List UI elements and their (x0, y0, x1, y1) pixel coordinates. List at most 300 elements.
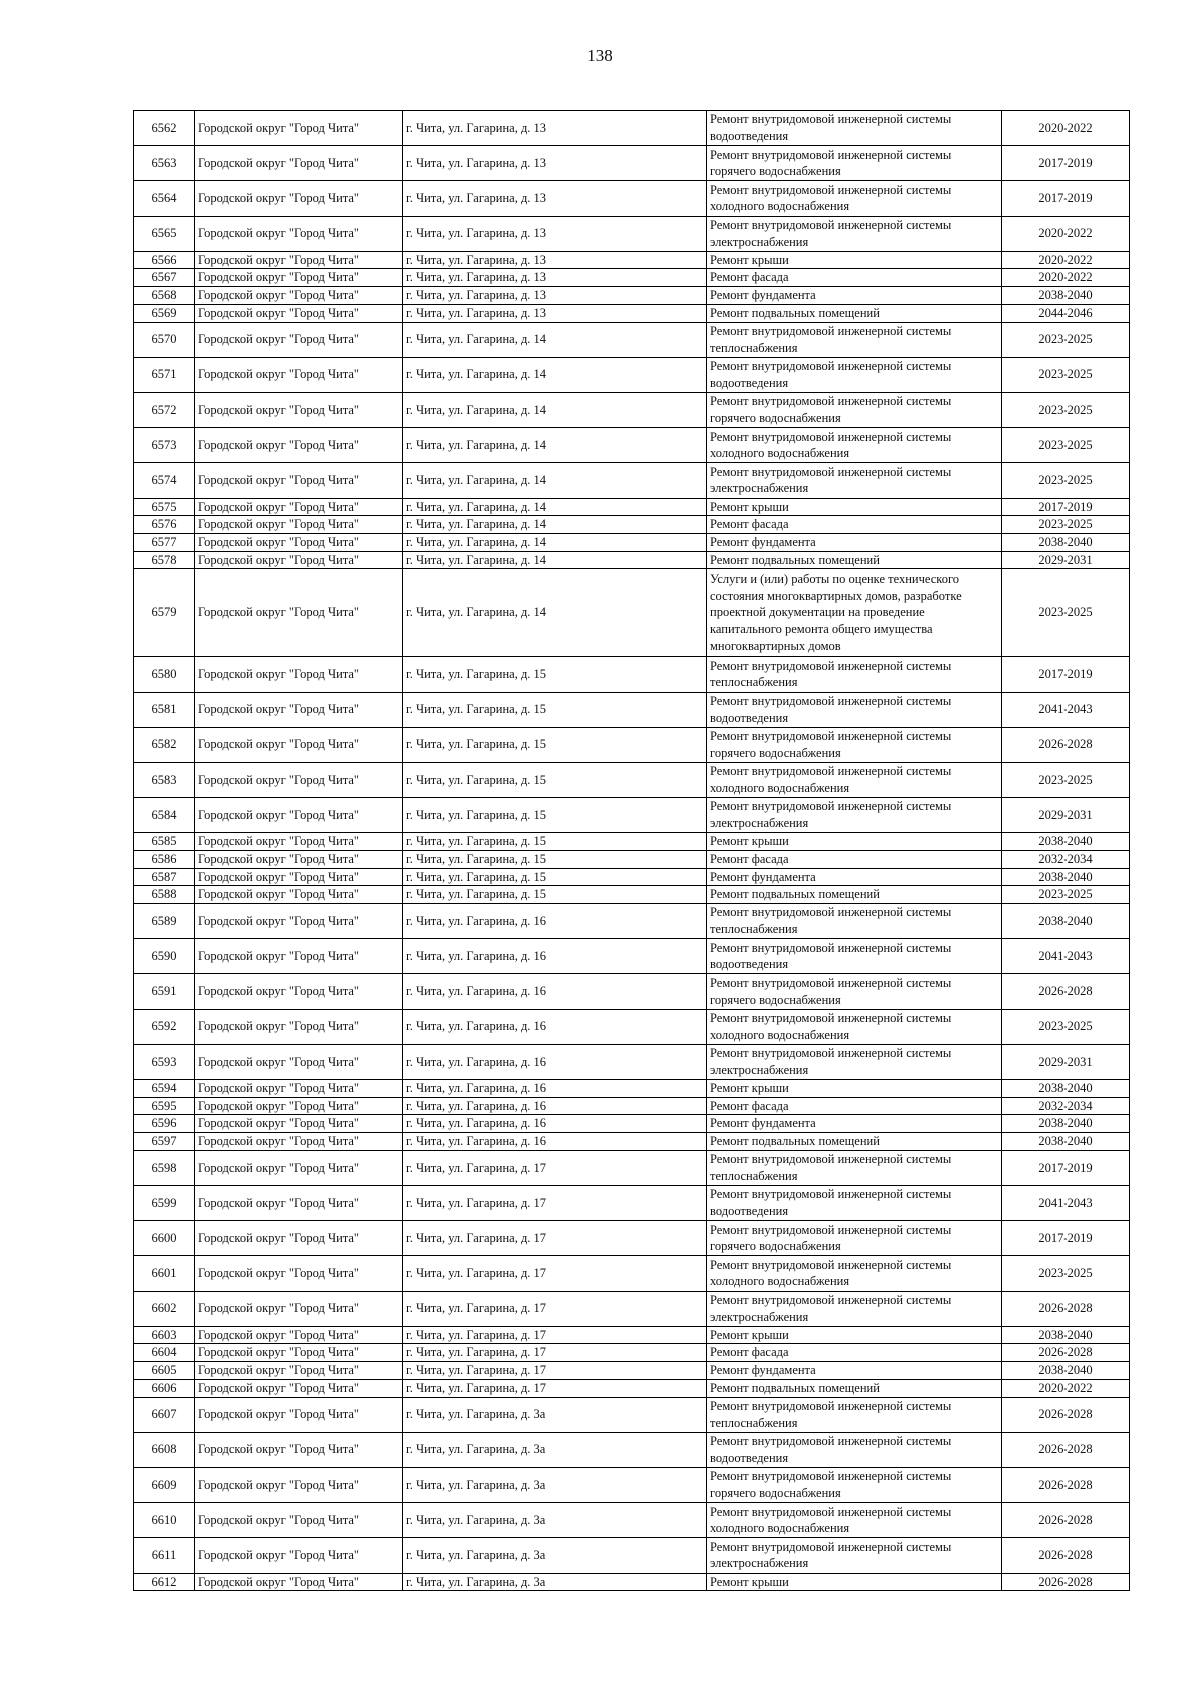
work-type-cell: Ремонт фундамента (707, 1115, 1002, 1133)
work-type-cell: Ремонт крыши (707, 1573, 1002, 1591)
work-type-cell: Ремонт подвальных помещений (707, 304, 1002, 322)
row-number-cell: 6576 (134, 516, 195, 534)
period-cell: 2026-2028 (1002, 1467, 1130, 1502)
period-cell: 2038-2040 (1002, 833, 1130, 851)
municipality-cell: Городской округ "Город Чита" (195, 1432, 403, 1467)
table-body (134, 111, 1130, 1591)
row-number-cell: 6600 (134, 1221, 195, 1256)
municipality-cell: Городской округ "Город Чита" (195, 181, 403, 216)
table-row (134, 939, 1130, 974)
table-row (134, 551, 1130, 569)
municipality-cell: Городской округ "Город Чита" (195, 392, 403, 427)
row-number-cell: 6566 (134, 251, 195, 269)
address-cell: г. Чита, ул. Гагарина, д. 17 (403, 1186, 707, 1221)
row-number-cell: 6568 (134, 287, 195, 305)
municipality-cell: Городской округ "Город Чита" (195, 428, 403, 463)
address-cell: г. Чита, ул. Гагарина, д. 15 (403, 850, 707, 868)
address-cell: г. Чита, ул. Гагарина, д. 13 (403, 287, 707, 305)
row-number-cell: 6589 (134, 904, 195, 939)
row-number-cell: 6565 (134, 216, 195, 251)
work-type-cell: Ремонт крыши (707, 498, 1002, 516)
table-row (134, 304, 1130, 322)
period-cell: 2038-2040 (1002, 533, 1130, 551)
table-row (134, 1133, 1130, 1151)
period-cell: 2029-2031 (1002, 1044, 1130, 1079)
work-type-cell: Ремонт внутридомовой инженерной системы электроснабжения (707, 216, 1002, 251)
row-number-cell: 6602 (134, 1291, 195, 1326)
municipality-cell: Городской округ "Город Чита" (195, 357, 403, 392)
municipality-cell: Городской округ "Город Чита" (195, 1538, 403, 1573)
work-type-cell: Ремонт внутридомовой инженерной системы теплоснабжения (707, 904, 1002, 939)
row-number-cell: 6587 (134, 868, 195, 886)
municipality-cell: Городской округ "Город Чита" (195, 1503, 403, 1538)
row-number-cell: 6610 (134, 1503, 195, 1538)
municipality-cell: Городской округ "Город Чита" (195, 1256, 403, 1291)
work-type-cell: Ремонт внутридомовой инженерной системы теплоснабжения (707, 1397, 1002, 1432)
table-row (134, 904, 1130, 939)
municipality-cell: Городской округ "Город Чита" (195, 1080, 403, 1098)
work-type-cell: Ремонт внутридомовой инженерной системы электроснабжения (707, 1538, 1002, 1573)
period-cell: 2026-2028 (1002, 1503, 1130, 1538)
municipality-cell: Городской округ "Город Чита" (195, 1115, 403, 1133)
municipality-cell: Городской округ "Город Чита" (195, 111, 403, 146)
table-row (134, 1150, 1130, 1185)
work-type-cell: Ремонт крыши (707, 1326, 1002, 1344)
work-type-cell: Ремонт крыши (707, 1080, 1002, 1098)
row-number-cell: 6567 (134, 269, 195, 287)
period-cell: 2044-2046 (1002, 304, 1130, 322)
work-type-cell: Ремонт внутридомовой инженерной системы водоотведения (707, 1186, 1002, 1221)
address-cell: г. Чита, ул. Гагарина, д. 17 (403, 1256, 707, 1291)
municipality-cell: Городской округ "Город Чита" (195, 516, 403, 534)
table-row (134, 392, 1130, 427)
address-cell: г. Чита, ул. Гагарина, д. 16 (403, 1044, 707, 1079)
period-cell: 2020-2022 (1002, 111, 1130, 146)
address-cell: г. Чита, ул. Гагарина, д. 14 (403, 551, 707, 569)
period-cell: 2029-2031 (1002, 798, 1130, 833)
work-type-cell: Ремонт внутридомовой инженерной системы горячего водоснабжения (707, 727, 1002, 762)
municipality-cell: Городской округ "Город Чита" (195, 463, 403, 498)
work-type-cell: Ремонт внутридомовой инженерной системы электроснабжения (707, 1044, 1002, 1079)
address-cell: г. Чита, ул. Гагарина, д. 13 (403, 269, 707, 287)
work-type-cell: Ремонт крыши (707, 251, 1002, 269)
address-cell: г. Чита, ул. Гагарина, д. 17 (403, 1379, 707, 1397)
table-row (134, 1379, 1130, 1397)
address-cell: г. Чита, ул. Гагарина, д. 14 (403, 357, 707, 392)
municipality-cell: Городской округ "Город Чита" (195, 1344, 403, 1362)
address-cell: г. Чита, ул. Гагарина, д. 16 (403, 1080, 707, 1098)
municipality-cell: Городской округ "Город Чита" (195, 1186, 403, 1221)
period-cell: 2020-2022 (1002, 216, 1130, 251)
table-row (134, 850, 1130, 868)
address-cell: г. Чита, ул. Гагарина, д. 3а (403, 1503, 707, 1538)
row-number-cell: 6601 (134, 1256, 195, 1291)
row-number-cell: 6592 (134, 1009, 195, 1044)
period-cell: 2017-2019 (1002, 1221, 1130, 1256)
work-type-cell: Ремонт внутридомовой инженерной системы холодного водоснабжения (707, 428, 1002, 463)
table-row (134, 1326, 1130, 1344)
address-cell: г. Чита, ул. Гагарина, д. 15 (403, 727, 707, 762)
work-type-cell: Ремонт внутридомовой инженерной системы горячего водоснабжения (707, 1221, 1002, 1256)
municipality-cell: Городской округ "Город Чита" (195, 974, 403, 1009)
table-row (134, 1362, 1130, 1380)
row-number-cell: 6572 (134, 392, 195, 427)
address-cell: г. Чита, ул. Гагарина, д. 16 (403, 974, 707, 1009)
work-type-cell: Ремонт фасада (707, 1344, 1002, 1362)
row-number-cell: 6591 (134, 974, 195, 1009)
period-cell: 2038-2040 (1002, 1115, 1130, 1133)
address-cell: г. Чита, ул. Гагарина, д. 13 (403, 146, 707, 181)
municipality-cell: Городской округ "Город Чита" (195, 146, 403, 181)
municipality-cell: Городской округ "Город Чита" (195, 1573, 403, 1591)
work-type-cell: Ремонт внутридомовой инженерной системы водоотведения (707, 1432, 1002, 1467)
table-row (134, 833, 1130, 851)
row-number-cell: 6584 (134, 798, 195, 833)
work-type-cell: Ремонт фундамента (707, 1362, 1002, 1380)
row-number-cell: 6585 (134, 833, 195, 851)
work-type-cell: Ремонт подвальных помещений (707, 1133, 1002, 1151)
period-cell: 2026-2028 (1002, 974, 1130, 1009)
address-cell: г. Чита, ул. Гагарина, д. 17 (403, 1291, 707, 1326)
address-cell: г. Чита, ул. Гагарина, д. 13 (403, 251, 707, 269)
period-cell: 2026-2028 (1002, 1538, 1130, 1573)
row-number-cell: 6609 (134, 1467, 195, 1502)
period-cell: 2023-2025 (1002, 1256, 1130, 1291)
municipality-cell: Городской округ "Город Чита" (195, 1221, 403, 1256)
municipality-cell: Городской округ "Город Чита" (195, 1133, 403, 1151)
municipality-cell: Городской округ "Город Чита" (195, 498, 403, 516)
address-cell: г. Чита, ул. Гагарина, д. 16 (403, 904, 707, 939)
work-type-cell: Ремонт подвальных помещений (707, 886, 1002, 904)
work-type-cell: Ремонт крыши (707, 833, 1002, 851)
table-row (134, 657, 1130, 692)
work-type-cell: Ремонт внутридомовой инженерной системы горячего водоснабжения (707, 1467, 1002, 1502)
row-number-cell: 6563 (134, 146, 195, 181)
row-number-cell: 6578 (134, 551, 195, 569)
municipality-cell: Городской округ "Город Чита" (195, 692, 403, 727)
period-cell: 2017-2019 (1002, 657, 1130, 692)
work-type-cell: Ремонт внутридомовой инженерной системы теплоснабжения (707, 657, 1002, 692)
table-row (134, 1009, 1130, 1044)
row-number-cell: 6579 (134, 569, 195, 657)
address-cell: г. Чита, ул. Гагарина, д. 17 (403, 1344, 707, 1362)
address-cell: г. Чита, ул. Гагарина, д. 16 (403, 1115, 707, 1133)
address-cell: г. Чита, ул. Гагарина, д. 14 (403, 463, 707, 498)
address-cell: г. Чита, ул. Гагарина, д. 16 (403, 939, 707, 974)
work-type-cell: Ремонт внутридомовой инженерной системы горячего водоснабжения (707, 974, 1002, 1009)
repair-schedule-table (133, 110, 1130, 1591)
row-number-cell: 6603 (134, 1326, 195, 1344)
work-type-cell: Ремонт фундамента (707, 868, 1002, 886)
address-cell: г. Чита, ул. Гагарина, д. 3а (403, 1573, 707, 1591)
address-cell: г. Чита, ул. Гагарина, д. 3а (403, 1467, 707, 1502)
period-cell: 2023-2025 (1002, 516, 1130, 534)
table-row (134, 251, 1130, 269)
address-cell: г. Чита, ул. Гагарина, д. 14 (403, 516, 707, 534)
table-row (134, 1080, 1130, 1098)
municipality-cell: Городской округ "Город Чита" (195, 886, 403, 904)
municipality-cell: Городской округ "Город Чита" (195, 833, 403, 851)
table-row (134, 533, 1130, 551)
table-row (134, 798, 1130, 833)
work-type-cell: Ремонт внутридомовой инженерной системы теплоснабжения (707, 322, 1002, 357)
table-row (134, 1432, 1130, 1467)
municipality-cell: Городской округ "Город Чита" (195, 1397, 403, 1432)
address-cell: г. Чита, ул. Гагарина, д. 13 (403, 304, 707, 322)
table-row (134, 1573, 1130, 1591)
table-row (134, 1097, 1130, 1115)
address-cell: г. Чита, ул. Гагарина, д. 15 (403, 657, 707, 692)
address-cell: г. Чита, ул. Гагарина, д. 3а (403, 1538, 707, 1573)
period-cell: 2041-2043 (1002, 692, 1130, 727)
period-cell: 2041-2043 (1002, 1186, 1130, 1221)
row-number-cell: 6595 (134, 1097, 195, 1115)
row-number-cell: 6577 (134, 533, 195, 551)
work-type-cell: Ремонт внутридомовой инженерной системы теплоснабжения (707, 1150, 1002, 1185)
work-type-cell: Ремонт внутридомовой инженерной системы горячего водоснабжения (707, 392, 1002, 427)
table-row (134, 1397, 1130, 1432)
municipality-cell: Городской округ "Город Чита" (195, 533, 403, 551)
period-cell: 2020-2022 (1002, 1379, 1130, 1397)
address-cell: г. Чита, ул. Гагарина, д. 17 (403, 1150, 707, 1185)
address-cell: г. Чита, ул. Гагарина, д. 14 (403, 322, 707, 357)
work-type-cell: Ремонт фундамента (707, 287, 1002, 305)
row-number-cell: 6612 (134, 1573, 195, 1591)
period-cell: 2023-2025 (1002, 463, 1130, 498)
row-number-cell: 6571 (134, 357, 195, 392)
period-cell: 2038-2040 (1002, 868, 1130, 886)
period-cell: 2038-2040 (1002, 904, 1130, 939)
address-cell: г. Чита, ул. Гагарина, д. 17 (403, 1221, 707, 1256)
table-row (134, 181, 1130, 216)
table-row (134, 1467, 1130, 1502)
table-row (134, 357, 1130, 392)
row-number-cell: 6588 (134, 886, 195, 904)
table-row (134, 1291, 1130, 1326)
row-number-cell: 6583 (134, 762, 195, 797)
municipality-cell: Городской округ "Город Чита" (195, 939, 403, 974)
period-cell: 2026-2028 (1002, 727, 1130, 762)
table-row (134, 1256, 1130, 1291)
period-cell: 2041-2043 (1002, 939, 1130, 974)
period-cell: 2023-2025 (1002, 357, 1130, 392)
work-type-cell: Ремонт внутридомовой инженерной системы горячего водоснабжения (707, 146, 1002, 181)
row-number-cell: 6581 (134, 692, 195, 727)
period-cell: 2032-2034 (1002, 850, 1130, 868)
address-cell: г. Чита, ул. Гагарина, д. 16 (403, 1133, 707, 1151)
table-row (134, 762, 1130, 797)
address-cell: г. Чита, ул. Гагарина, д. 14 (403, 569, 707, 657)
period-cell: 2017-2019 (1002, 146, 1130, 181)
municipality-cell: Городской округ "Город Чита" (195, 904, 403, 939)
work-type-cell: Ремонт фасада (707, 850, 1002, 868)
address-cell: г. Чита, ул. Гагарина, д. 15 (403, 692, 707, 727)
address-cell: г. Чита, ул. Гагарина, д. 13 (403, 111, 707, 146)
row-number-cell: 6594 (134, 1080, 195, 1098)
row-number-cell: 6593 (134, 1044, 195, 1079)
period-cell: 2026-2028 (1002, 1344, 1130, 1362)
table-row (134, 1115, 1130, 1133)
row-number-cell: 6596 (134, 1115, 195, 1133)
work-type-cell: Ремонт внутридомовой инженерной системы электроснабжения (707, 463, 1002, 498)
table-row (134, 868, 1130, 886)
table-row (134, 1344, 1130, 1362)
municipality-cell: Городской округ "Город Чита" (195, 1291, 403, 1326)
period-cell: 2023-2025 (1002, 428, 1130, 463)
table-row (134, 1538, 1130, 1573)
work-type-cell: Ремонт фундамента (707, 533, 1002, 551)
address-cell: г. Чита, ул. Гагарина, д. 15 (403, 886, 707, 904)
address-cell: г. Чита, ул. Гагарина, д. 13 (403, 181, 707, 216)
table-row (134, 886, 1130, 904)
municipality-cell: Городской округ "Город Чита" (195, 1097, 403, 1115)
period-cell: 2026-2028 (1002, 1432, 1130, 1467)
work-type-cell: Услуги и (или) работы по оценке технического состояния многоквартирных домов, разработке проектной документации на проведение капитального ремонта общего имущества многоквартирных домов (707, 569, 1002, 657)
row-number-cell: 6604 (134, 1344, 195, 1362)
row-number-cell: 6582 (134, 727, 195, 762)
period-cell: 2038-2040 (1002, 1362, 1130, 1380)
work-type-cell: Ремонт внутридомовой инженерной системы водоотведения (707, 692, 1002, 727)
table-row (134, 146, 1130, 181)
row-number-cell: 6598 (134, 1150, 195, 1185)
period-cell: 2038-2040 (1002, 1080, 1130, 1098)
address-cell: г. Чита, ул. Гагарина, д. 3а (403, 1397, 707, 1432)
period-cell: 2020-2022 (1002, 251, 1130, 269)
period-cell: 2026-2028 (1002, 1397, 1130, 1432)
work-type-cell: Ремонт внутридомовой инженерной системы холодного водоснабжения (707, 1503, 1002, 1538)
municipality-cell: Городской округ "Город Чита" (195, 551, 403, 569)
municipality-cell: Городской округ "Город Чита" (195, 657, 403, 692)
row-number-cell: 6590 (134, 939, 195, 974)
table-row (134, 516, 1130, 534)
municipality-cell: Городской округ "Город Чита" (195, 287, 403, 305)
work-type-cell: Ремонт внутридомовой инженерной системы водоотведения (707, 357, 1002, 392)
address-cell: г. Чита, ул. Гагарина, д. 17 (403, 1362, 707, 1380)
work-type-cell: Ремонт внутридомовой инженерной системы холодного водоснабжения (707, 1256, 1002, 1291)
table-row (134, 322, 1130, 357)
address-cell: г. Чита, ул. Гагарина, д. 13 (403, 216, 707, 251)
work-type-cell: Ремонт внутридомовой инженерной системы холодного водоснабжения (707, 1009, 1002, 1044)
work-type-cell: Ремонт фасада (707, 516, 1002, 534)
row-number-cell: 6573 (134, 428, 195, 463)
municipality-cell: Городской округ "Город Чита" (195, 1467, 403, 1502)
row-number-cell: 6608 (134, 1432, 195, 1467)
municipality-cell: Городской округ "Город Чита" (195, 322, 403, 357)
page-number: 138 (587, 46, 613, 65)
address-cell: г. Чита, ул. Гагарина, д. 15 (403, 798, 707, 833)
work-type-cell: Ремонт внутридомовой инженерной системы водоотведения (707, 111, 1002, 146)
period-cell: 2017-2019 (1002, 498, 1130, 516)
table-row (134, 727, 1130, 762)
municipality-cell: Городской округ "Город Чита" (195, 304, 403, 322)
row-number-cell: 6575 (134, 498, 195, 516)
municipality-cell: Городской округ "Город Чита" (195, 1362, 403, 1380)
municipality-cell: Городской округ "Город Чита" (195, 251, 403, 269)
work-type-cell: Ремонт внутридомовой инженерной системы электроснабжения (707, 798, 1002, 833)
table-row (134, 111, 1130, 146)
row-number-cell: 6569 (134, 304, 195, 322)
address-cell: г. Чита, ул. Гагарина, д. 15 (403, 868, 707, 886)
municipality-cell: Городской округ "Город Чита" (195, 850, 403, 868)
municipality-cell: Городской округ "Город Чита" (195, 1326, 403, 1344)
period-cell: 2023-2025 (1002, 1009, 1130, 1044)
row-number-cell: 6570 (134, 322, 195, 357)
municipality-cell: Городской округ "Город Чита" (195, 216, 403, 251)
municipality-cell: Городской округ "Город Чита" (195, 1009, 403, 1044)
table-row (134, 498, 1130, 516)
table-row (134, 1503, 1130, 1538)
municipality-cell: Городской округ "Город Чита" (195, 798, 403, 833)
period-cell: 2023-2025 (1002, 322, 1130, 357)
row-number-cell: 6606 (134, 1379, 195, 1397)
period-cell: 2023-2025 (1002, 886, 1130, 904)
address-cell: г. Чита, ул. Гагарина, д. 15 (403, 762, 707, 797)
table-row (134, 1221, 1130, 1256)
address-cell: г. Чита, ул. Гагарина, д. 14 (403, 428, 707, 463)
row-number-cell: 6599 (134, 1186, 195, 1221)
work-type-cell: Ремонт подвальных помещений (707, 551, 1002, 569)
row-number-cell: 6574 (134, 463, 195, 498)
table-row (134, 463, 1130, 498)
period-cell: 2023-2025 (1002, 392, 1130, 427)
municipality-cell: Городской округ "Город Чита" (195, 762, 403, 797)
municipality-cell: Городской округ "Город Чита" (195, 269, 403, 287)
work-type-cell: Ремонт внутридомовой инженерной системы холодного водоснабжения (707, 181, 1002, 216)
row-number-cell: 6607 (134, 1397, 195, 1432)
period-cell: 2020-2022 (1002, 269, 1130, 287)
table-row (134, 287, 1130, 305)
municipality-cell: Городской округ "Город Чита" (195, 868, 403, 886)
period-cell: 2029-2031 (1002, 551, 1130, 569)
period-cell: 2038-2040 (1002, 1326, 1130, 1344)
row-number-cell: 6562 (134, 111, 195, 146)
municipality-cell: Городской округ "Город Чита" (195, 1379, 403, 1397)
work-type-cell: Ремонт фасада (707, 269, 1002, 287)
table-row (134, 692, 1130, 727)
municipality-cell: Городской округ "Город Чита" (195, 1044, 403, 1079)
period-cell: 2038-2040 (1002, 1133, 1130, 1151)
table-row (134, 1044, 1130, 1079)
period-cell: 2026-2028 (1002, 1573, 1130, 1591)
address-cell: г. Чита, ул. Гагарина, д. 3а (403, 1432, 707, 1467)
table-row (134, 1186, 1130, 1221)
municipality-cell: Городской округ "Город Чита" (195, 727, 403, 762)
period-cell: 2032-2034 (1002, 1097, 1130, 1115)
period-cell: 2017-2019 (1002, 1150, 1130, 1185)
work-type-cell: Ремонт внутридомовой инженерной системы электроснабжения (707, 1291, 1002, 1326)
row-number-cell: 6597 (134, 1133, 195, 1151)
address-cell: г. Чита, ул. Гагарина, д. 16 (403, 1009, 707, 1044)
work-type-cell: Ремонт подвальных помещений (707, 1379, 1002, 1397)
period-cell: 2026-2028 (1002, 1291, 1130, 1326)
municipality-cell: Городской округ "Город Чита" (195, 1150, 403, 1185)
table-row (134, 428, 1130, 463)
address-cell: г. Чита, ул. Гагарина, д. 16 (403, 1097, 707, 1115)
table-row (134, 269, 1130, 287)
row-number-cell: 6564 (134, 181, 195, 216)
work-type-cell: Ремонт внутридомовой инженерной системы холодного водоснабжения (707, 762, 1002, 797)
row-number-cell: 6605 (134, 1362, 195, 1380)
row-number-cell: 6611 (134, 1538, 195, 1573)
address-cell: г. Чита, ул. Гагарина, д. 14 (403, 533, 707, 551)
row-number-cell: 6580 (134, 657, 195, 692)
table-row (134, 974, 1130, 1009)
row-number-cell: 6586 (134, 850, 195, 868)
address-cell: г. Чита, ул. Гагарина, д. 15 (403, 833, 707, 851)
work-type-cell: Ремонт фасада (707, 1097, 1002, 1115)
period-cell: 2017-2019 (1002, 181, 1130, 216)
period-cell: 2023-2025 (1002, 762, 1130, 797)
